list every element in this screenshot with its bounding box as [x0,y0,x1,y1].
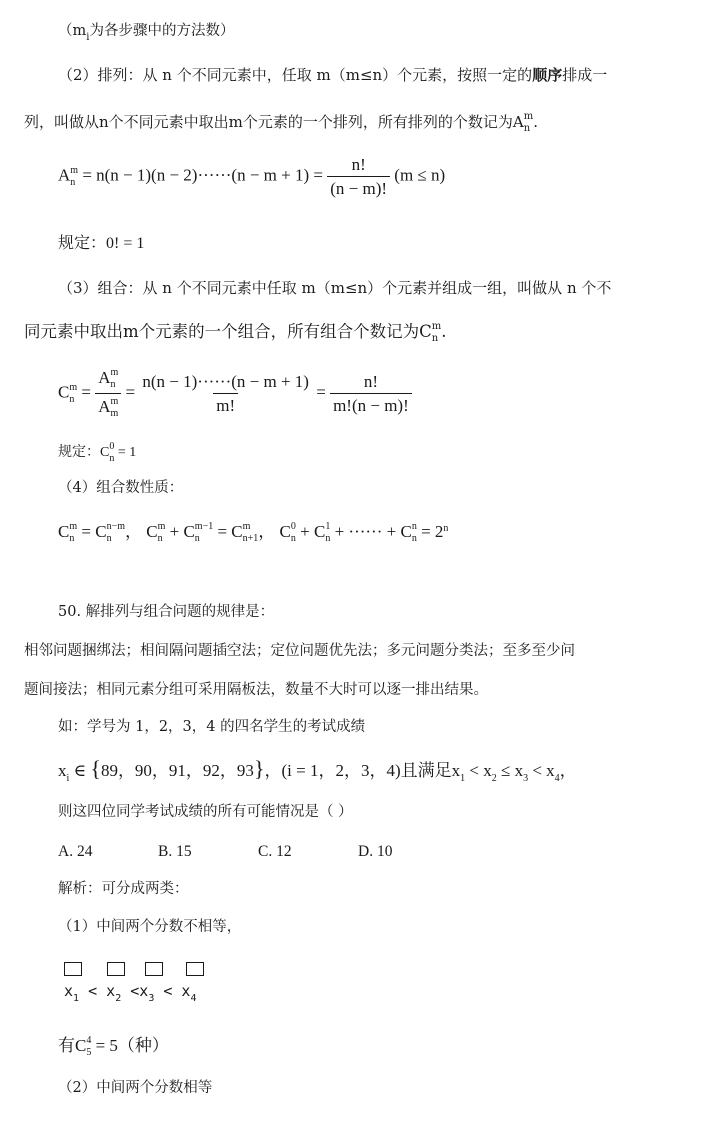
slot-box-2 [107,962,125,976]
combination-definition-line2: 同元素中取出m个元素的一个组合，所有组合个数记为C m n . [24,321,447,344]
perm-fraction [327,156,390,197]
perm-line2: 列，叫做从n个不同元素中取出m个元素的一个排列，所有排列的个数记为A [24,113,524,131]
comb-frac2-den: m! [213,393,238,414]
method-count-note: （$m_i$为各步骤中的方法数） [58,23,235,43]
section-50-title: 50. 解排列与组合问题的规律是： [58,604,275,620]
perm-symbol: A [58,165,71,185]
combination-property-title: （4）组合数性质： [58,480,184,496]
box-slots [64,962,204,980]
ordering-inequality: $x_1 < x_2 <x_3 < x_4$ [64,982,197,1004]
comb-rule-eq: = 1 [117,445,137,461]
analysis-label: 解析：可分成两类： [58,881,189,897]
example-intro: 如：学号为 1，2，3，4 的四名学生的考试成绩 [58,719,366,735]
comb-frac-2 [139,373,312,414]
comb-rule-label: 规定： [58,445,100,461]
comb-frac-1: A m n A m m [95,368,121,419]
case-1-result: 有C 4 5 = 5（种） [58,1035,169,1058]
index-condition: ，(i = 1，2，3，4)且满足 [264,761,452,780]
question-text: 则这四位同学考试成绩的所有可能情况是（ ） [58,804,353,820]
slot-box-1 [64,962,82,976]
permutation-formula: A m n = n(n − 1)(n − 2)······(n − m + 1) = $\frac{n!}{(n - m)!}$ (m ≤ n) [58,155,446,198]
option-d: D. 10 [358,843,393,860]
perm-frac-num: n! [351,155,366,174]
score-set: 89，90，91，92，93 [100,761,254,780]
perm-bold-word: 顺序 [532,66,563,84]
perm-frac-den: (n − m)! [327,176,390,197]
option-a: A. 24 [58,843,93,860]
option-c: C. 12 [258,843,292,860]
perm-product: = n(n − 1)(n − 2)······(n − m + 1) = [82,165,323,185]
perm-head: （2）排列：从 n 个不同元素中，任取 m（m≤n）个元素，按照一定的 [58,66,533,84]
rules-line2: 题间接法；相同元素分组可采用隔板法，数量不大时可以逐一排出结果。 [24,682,488,698]
perm-tail: 排成一 [562,66,608,84]
comb-frac3-den: m!(n − m)! [330,393,412,414]
example-condition: $x_i$ ∈ {89，90，91，92，93}，(i = 1，2，3，4)且满足$x_1 < x_2 \le x_3 < x_4$， [58,756,577,784]
combination-formula: C m n = A m n A m m = $\frac{n(n - 1)\cdot\cdot\cdot\cdot\cdot\cdot(n - m + 1)}{m!}$ = $\frac{n!}{m!(n - m)!}$ [58,368,412,419]
slot-box-4 [186,962,204,976]
option-b: B. 15 [158,843,192,860]
combination-properties: C m n = C n−m n ， C m n + C m−1 n = C m n+1 ， C 0 n + C 1 n + ······ + C n n = 2 n [58,521,449,544]
comb-frac3-num: n! [363,372,378,391]
permutation-rule: 规定：0! = 1 [58,235,145,252]
permutation-definition-line1 [58,68,607,83]
case-2-label: （2）中间两个分数相等 [58,1080,213,1096]
comb-frac-3 [330,373,412,414]
rules-line1: 相邻问题捆绑法；相间隔问题插空法；定位问题优先法；多元问题分类法；至多至少问 [24,643,575,659]
result-suffix: = 5（种） [95,1035,169,1055]
answer-options [58,844,392,860]
combination-definition-line1: （3）组合：从 n 个不同元素中任取 m（m≤n）个元素并组成一组，叫做从 n 个不 [58,279,612,297]
combination-rule: 规定：C 0 n = 1 [58,441,137,464]
comb-frac2-num: n(n − 1)······(n − m + 1) [142,372,309,391]
case-1-label: （1）中间两个分数不相等， [58,919,242,935]
perm-condition: (m ≤ n) [394,165,446,185]
comb-line2: 同元素中取出m个元素的一个组合，所有组合个数记为C [24,322,432,341]
permutation-definition-line2: 列，叫做从n个不同元素中取出m个元素的一个排列，所有排列的个数记为A m n . [24,111,538,134]
result-prefix: 有 [58,1035,75,1055]
slot-box-3 [145,962,163,976]
